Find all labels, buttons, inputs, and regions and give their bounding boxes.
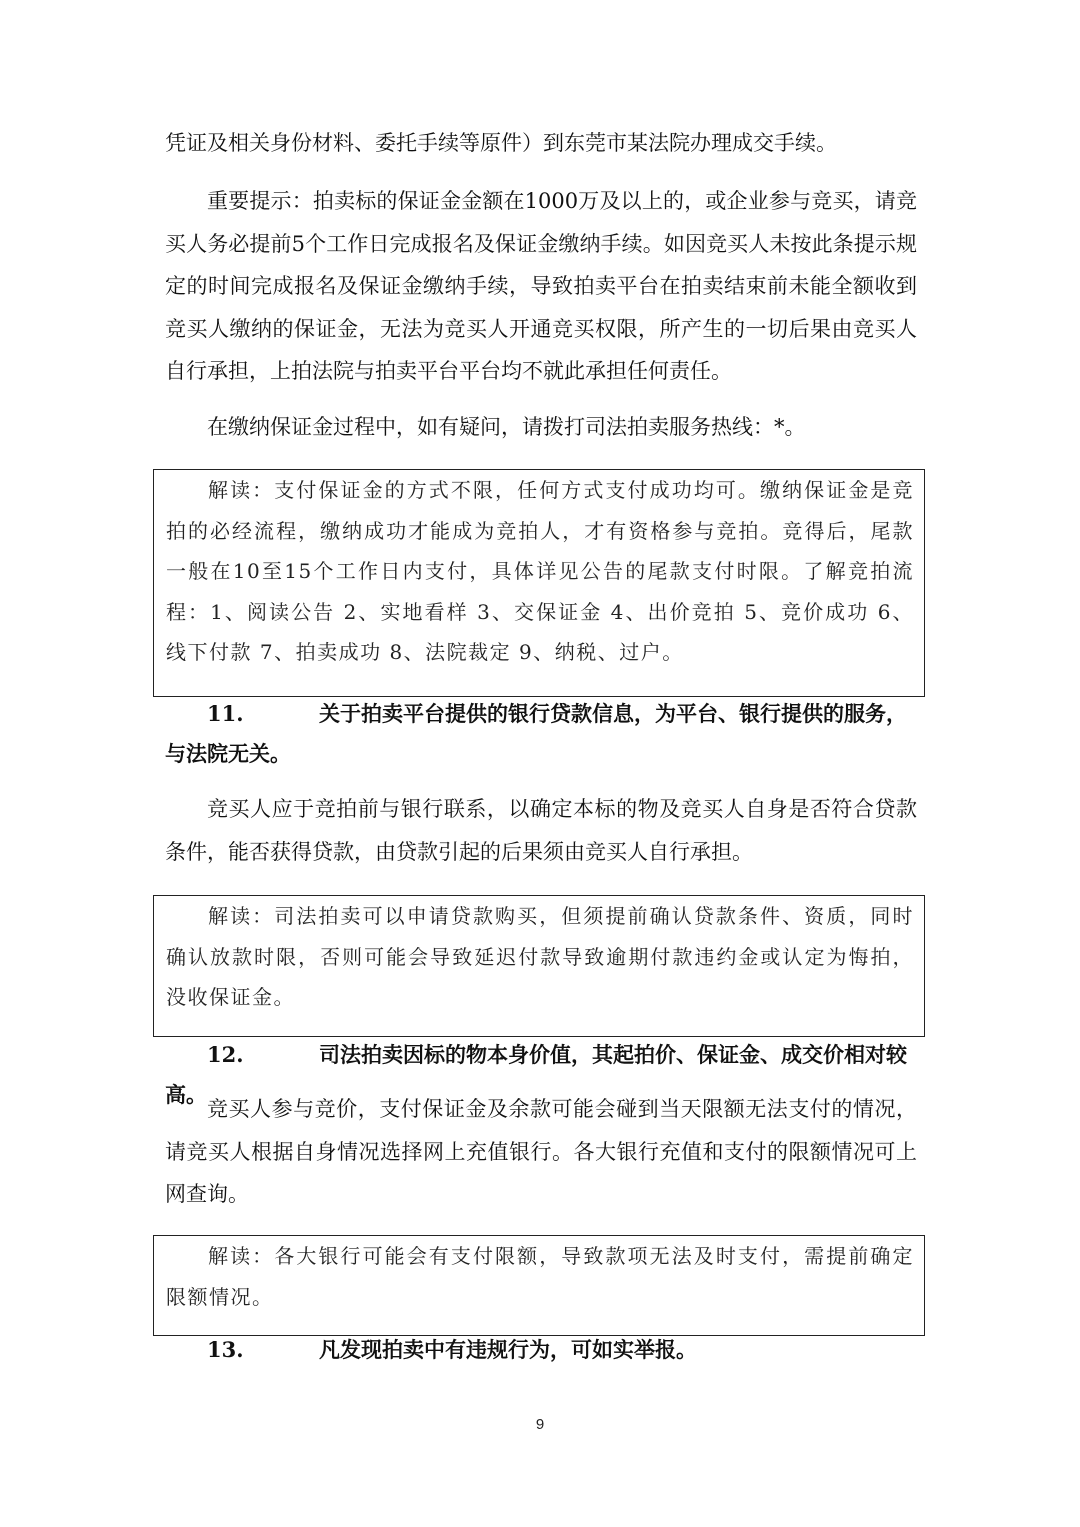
interpretation-text-bank-limit: 解读：各大银行可能会有支付限额，导致款项无法及时支付，需提前确定限额情况。 — [166, 1244, 914, 1309]
heading-item-11 — [165, 694, 917, 774]
interpretation-text-deposit: 解读：支付保证金的方式不限，任何方式支付成功均可。缴纳保证金是竞拍的必经流程，缴纳成功才能成为竞拍人，才有资格参与竞拍。竞得后，尾款一般在10至15个工作日内支付，具体详见公告的尾款支付时限。了解竞拍流程：1、阅读公告 2、实地看样 3、交保证金 4、出价竞拍 5、竞价成功 6、线下付款 7、拍卖成功 8、法院裁定 9、纳税、过户。 — [166, 478, 914, 664]
heading-number: 13. — [207, 1337, 244, 1362]
paragraph-hotline: 在缴纳保证金过程中，如有疑问，请拨打司法拍卖服务热线：*。 — [207, 415, 806, 439]
interpretation-box-loan — [153, 895, 925, 1037]
heading-text: 关于拍卖平台提供的银行贷款信息，为平台、银行提供的服务，与法院无关。 — [165, 701, 907, 766]
heading-item-13 — [165, 1330, 917, 1370]
heading-text: 司法拍卖因标的物本身价值，其起拍价、保证金、成交价相对较高。 — [165, 1042, 907, 1107]
page-number: 9 — [535, 1416, 545, 1433]
paragraph-bank-loan: 竞买人应于竞拍前与银行联系，以确定本标的物及竞买人自身是否符合贷款条件，能否获得贷款，由贷款引起的后果须由竞买人自行承担。 — [165, 797, 917, 864]
paragraph-payment-limit: 竞买人参与竞价，支付保证金及余款可能会碰到当天限额无法支付的情况，请竞买人根据自身情况选择网上充值银行。各大银行充值和支付的限额情况可上网查询。 — [165, 1097, 917, 1206]
heading-text: 凡发现拍卖中有违规行为，可如实举报。 — [319, 1337, 697, 1362]
paragraph-important-notice: 重要提示：拍卖标的保证金金额在1000万及以上的，或企业参与竞买，请竞买人务必提前5个工作日完成报名及保证金缴纳手续。如因竞买人未按此条提示规定的时间完成报名及保证金缴纳手续，导致拍卖平台在拍卖结束前未能全额收到竞买人缴纳的保证金，无法为竞买人开通竞买权限，所产生的一切后果由竞买人自行承担，上拍法院与拍卖平台平台均不就此承担任何责任。 — [165, 189, 917, 383]
interpretation-text-loan: 解读：司法拍卖可以申请贷款购买，但须提前确认贷款条件、资质，同时确认放款时限，否则可能会导致延迟付款导致逾期付款违约金或认定为悔拍，没收保证金。 — [166, 904, 914, 1009]
heading-number: 11. — [207, 701, 244, 726]
heading-number: 12. — [207, 1042, 244, 1067]
paragraph-procedure-end: 凭证及相关身份材料、委托手续等原件）到东莞市某法院办理成交手续。 — [165, 131, 837, 155]
interpretation-box-deposit — [153, 469, 925, 697]
interpretation-box-bank-limit — [153, 1235, 925, 1336]
